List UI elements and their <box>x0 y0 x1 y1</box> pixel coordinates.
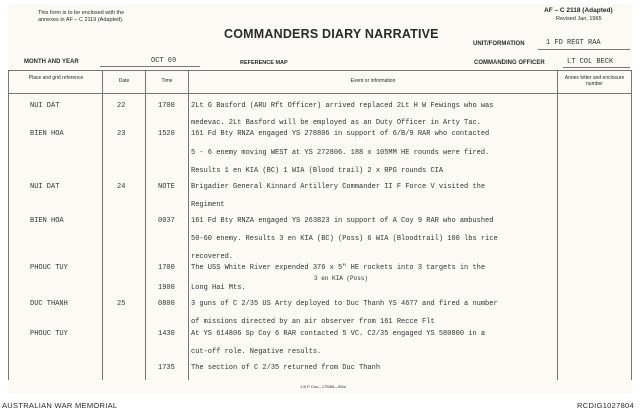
column-header-date: Date <box>118 78 130 84</box>
column-header-place: Place and grid reference <box>28 75 84 81</box>
entry-time: 1700 <box>158 264 175 272</box>
commanding-officer-label: COMMANDING OFFICER <box>474 60 545 66</box>
entry-time: 1900 <box>158 284 175 292</box>
entry-place: NUI DAT <box>30 102 60 110</box>
month-year-label: MONTH AND YEAR <box>24 59 79 65</box>
entry-event: 161 Fd Bty RNZA engaged YS 263823 in support of A Coy 9 RAR who ambushed <box>191 217 494 225</box>
entry-time: 1430 <box>158 330 175 338</box>
diary-sheet <box>8 4 632 394</box>
entry-time: 0800 <box>158 300 175 308</box>
entry-event: Results 1 en KIA (BC) 1 WIA (Blood trail) 2 x RPG rounds CIA <box>191 167 444 175</box>
entry-event: At YS 614806 Sp Coy 6 RAR contacted 5 VC. C2/35 engaged YS 580800 in a <box>191 330 486 338</box>
entry-place: BIEN HOA <box>30 130 64 138</box>
footer-record-id: RCDIG1027804 <box>577 401 634 410</box>
column-header-annex: Annex letter and enclosure number <box>564 75 625 87</box>
entry-event: of missions directed by an air observer from 161 Recce Flt <box>191 318 435 326</box>
month-year-value: OCT 69 <box>151 57 177 65</box>
print-mark: 1 B P Cov—175/65—55m <box>300 384 346 389</box>
page-title: COMMANDERS DIARY NARRATIVE <box>224 27 439 41</box>
commanding-officer-value: LT COL BECK <box>567 58 614 66</box>
entry-place: PHOUC TUY <box>30 264 68 272</box>
entry-event: cut-off role. Negative results. <box>191 348 322 356</box>
reference-map-label: REFERENCE MAP <box>240 60 288 66</box>
column-header-time: Time <box>161 78 173 84</box>
entry-event: medevac. 2Lt Basford will be employed as an Duty Officer in Arty Tac. <box>191 119 481 127</box>
entry-place: BIEN HOA <box>30 217 64 225</box>
entry-event: The USS White River expended 376 x 5" HE rockets into 3 targets in the <box>191 264 486 272</box>
entry-event: The section of C 2/35 returned from Duc Thanh <box>191 364 381 372</box>
entry-date: 25 <box>117 300 126 308</box>
footer-institution: AUSTRALIAN WAR MEMORIAL <box>2 401 118 410</box>
entry-place: NUI DAT <box>30 183 60 191</box>
entry-event: Regiment <box>191 201 225 209</box>
entry-event: Long Hai Mts. <box>191 284 246 292</box>
entry-event: 5 - 6 enemy moving WEST at YS 272806. 188 x 105MM HE rounds were fired. <box>191 149 490 157</box>
entry-event: 161 Fd Bty RNZA engaged YS 278806 in support of 6/B/9 RAR who contacted <box>191 130 490 138</box>
entry-time: NOTE <box>158 183 175 191</box>
entry-event: 50-60 enemy. Results 3 en KIA (BC) (Poss) 6 WIA (Bloodtrail) 100 lbs rice <box>191 235 498 243</box>
entry-place: PHOUC TUY <box>30 330 68 338</box>
entry-date: 24 <box>117 183 126 191</box>
handwritten-insert: 3 en KIA (Poss) <box>314 275 369 282</box>
enclose-note-line-2: annexes in AF – C 2119 (Adapted). <box>38 17 124 23</box>
entry-time: 1700 <box>158 102 175 110</box>
entry-place: DUC THANH <box>30 300 68 308</box>
entry-time: 1735 <box>158 364 175 372</box>
form-number: AF – C 2118 (Adapted) <box>544 7 613 14</box>
entry-time: 1520 <box>158 130 175 138</box>
entry-event: 2Lt G Basford (ARU Rft Officer) arrived replaced 2Lt H W Fewings who was <box>191 102 494 110</box>
revised-date: Revised Jan, 1965 <box>556 16 602 22</box>
entry-event: recovered. <box>191 253 234 261</box>
column-header-event: Event or information <box>350 78 396 84</box>
entry-event: Brigadier General Kinnard Artillery Commander II F Force V visited the <box>191 183 486 191</box>
unit-value: 1 FD REGT RAA <box>546 39 601 47</box>
unit-label: UNIT/FORMATION <box>473 41 525 47</box>
entry-date: 23 <box>117 130 126 138</box>
enclose-note-line-1: This form is to be enclosed with the <box>38 10 125 16</box>
entry-date: 22 <box>117 102 126 110</box>
entry-time: 0037 <box>158 217 175 225</box>
entry-event: 3 guns of C 2/35 US Arty deployed to Duc Thanh YS 4677 and fired a number <box>191 300 498 308</box>
archive-footer <box>0 394 640 414</box>
